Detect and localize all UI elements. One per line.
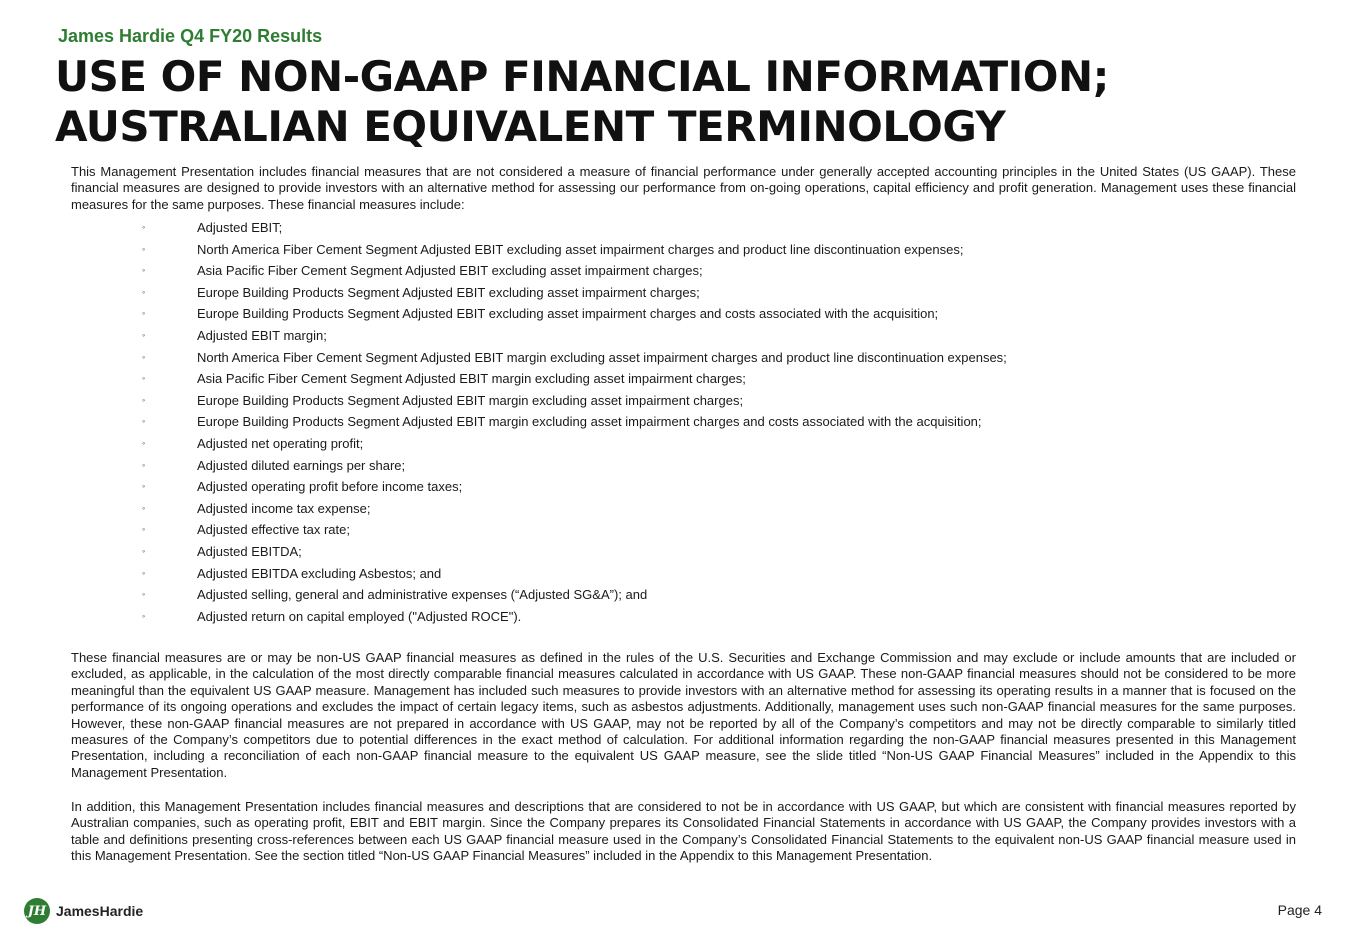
bullet-icon: ◦ <box>142 437 146 448</box>
bullet-icon: ◦ <box>142 502 146 513</box>
bullet-icon: ◦ <box>142 545 146 556</box>
bullet-icon: ◦ <box>142 308 146 319</box>
bullet-icon: ◦ <box>142 351 146 362</box>
bullet-icon: ◦ <box>142 610 146 621</box>
bullet-icon: ◦ <box>142 222 146 232</box>
bullet-icon: ◦ <box>142 243 146 254</box>
jh-logo-icon: JH <box>24 898 50 924</box>
bullet-icon: ◦ <box>142 265 146 276</box>
bullet-icon: ◦ <box>142 459 146 470</box>
non-gaap-definition-paragraph: These financial measures are or may be non-US GAAP financial measures as defined in the rules of the U.S. Securities and Exchange Commission and may exclude or include amounts that are included or excluded, as applicable, in the calculation of the most directly comparable financial measures calculated in accordance with US GAAP. These non-GAAP financial measures should not be considered to be more meaningful than the equivalent US GAAP measure. Management has included such measures to provide investors with an alternative method for assessing its operating results in a manner that is focused on the performance of its ongoing operations and excludes the impact of certain legacy items, such as asbestos adjustments. Additionally, management uses such non-GAAP financial measures for the same purposes. However, these non-GAAP financial measures are not prepared in accordance with US GAAP, may not be reported by all of the Company’s competitors and may not be directly comparable to similarly titled measures of the Company’s competitors due to potential differences in the exact method of calculation. For additional information regarding the non-GAAP financial measures presented in this Management Presentation, including a reconciliation of each non-GAAP financial measure to the equivalent US GAAP measure, see the slide titled “Non-US GAAP Financial Measures” included in the Appendix to this Management Presentation. <box>71 650 1296 780</box>
intro-paragraph: This Management Presentation includes financial measures that are not considered a measure of financial performance under generally accepted accounting principles in the United States (US GAAP). These financial measures are designed to provide investors with an alternative method for assessing our performance from on-going operations, capital efficiency and profit generation. Management uses these financial measures for the same purposes. These financial measures include: <box>71 164 1296 212</box>
logo-wordmark: JamesHardie <box>56 903 144 919</box>
bullet-icon: ◦ <box>142 373 146 384</box>
bullet-icon: ◦ <box>142 394 146 405</box>
bullet-icon: ◦ <box>142 589 146 600</box>
page-title-line-2: AUSTRALIAN EQUIVALENT TERMINOLOGY <box>55 102 1006 151</box>
page-number: Page 4 <box>1277 902 1322 918</box>
bullet-icon: ◦ <box>142 329 146 340</box>
james-hardie-logo <box>24 897 143 925</box>
bullet-icon: ◦ <box>142 567 146 578</box>
bullet-icon: ◦ <box>142 524 146 535</box>
presentation-label: James Hardie Q4 FY20 Results <box>58 26 323 46</box>
page-title <box>55 52 1109 152</box>
bullet-icon: ◦ <box>142 416 146 427</box>
page-title-line-1: USE OF NON-GAAP FINANCIAL INFORMATION; <box>55 52 1109 101</box>
australian-terminology-paragraph: In addition, this Management Presentation includes financial measures and descriptions that are considered to not be in accordance with US GAAP, but which are consistent with financial measures reported by Australian companies, such as operating profit, EBIT and EBIT margin. Since the Company prepares its Consolidated Financial Statements in accordance with US GAAP, the Company provides investors with a table and definitions presenting cross-references between each US GAAP financial measure used in the Company’s Consolidated Financial Statements to the equivalent non-US GAAP financial measure used in this Management Presentation. See the section titled “Non-US GAAP Financial Measures” included in the Appendix to this Management Presentation. <box>71 799 1296 864</box>
bullet-icon: ◦ <box>142 286 146 297</box>
bullet-icon: ◦ <box>142 481 146 492</box>
